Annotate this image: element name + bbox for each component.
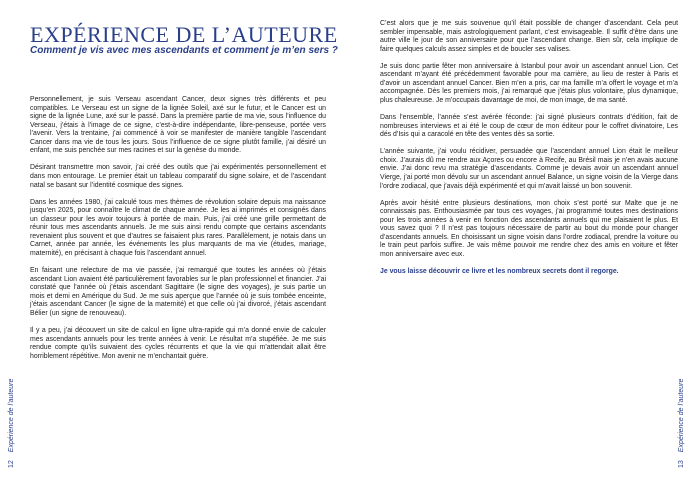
running-footer-right [678,379,685,468]
closing-line: Je vous laisse découvrir ce livre et les nombreux secrets dont il regorge. [380,268,619,276]
right-page [350,0,700,490]
page-number: 12 [8,460,15,468]
side-label-text: Expérience de l’auteure [8,378,15,453]
page-number: 13 [678,460,685,468]
left-text-column [30,96,326,370]
paragraph: Il y a peu, j’ai découvert un site de calcul en ligne ultra-rapide qui m’a donné envie de calculer mes ascendants annuels pour les trente années à venir. Le résultat m’a stupéfiée. Je me suis rendue compte qu’ils suivaient des cycles récurrents et que la vie qui m’attendait allait être horriblement répétitive. Mon avenir ne m’enchantait guère. [30,326,326,360]
paragraph: Dans les années 1980, j’ai calculé tous mes thèmes de révolution solaire depuis ma naissance jusqu’en 2025, pour connaître le climat de chaque année. Je les ai imprimés et consignés dans un classeur pour les avoir toujours à portée de main. Puis, j’ai créé une grille permettant de réunir tous mes ascendants annuels. Je me suis ainsi rendu compte que certains ascendants revenaient plus souvent et que d’autres se faisaient plus rares. Parallèlement, je notais dans un Carnet, année par année, les événements les plus marquants de ma vie (études, mariage, maternité), en précisant à chaque fois l’ascendant annuel. [30,198,326,257]
paragraph: Après avoir hésité entre plusieurs destinations, mon choix s’est porté sur Malte que je ne connaissais pas. Enthousiasmée par tous ces voyages, j’ai programmé toutes mes destinations pour les trois années à venir en fonction des ascendants annuels qui me plaisaient le plus. Et vous savez quoi ? Il n’est pas toujours nécessaire de partir au bout du monde pour changer d’ascendants annuels. En choisissant un signe voisin dans l’ordre zodiacal, prendre la voiture ou le train peut parfois suffire. Je vais même pouvoir me rendre chez des amis en voiture et fêter mon anniversaire avec eux. [380,199,678,258]
chapter-subtitle: Comment je vis avec mes ascendants et comment je m’en sers ? [30,45,338,56]
running-footer-left [8,379,15,468]
paragraph: En faisant une relecture de ma vie passée, j’ai remarqué que toutes les années où j’étais ascendant Lion avaient été particulièrement favorables sur le plan professionnel et financier. J’ai constaté que l’année où j’étais ascendant Sagittaire (le signe des voyages), je suis partie un mois et demi en Amérique du Sud. Je me suis aperçue que l’année où je suis tombée enceinte, j’étais ascendant Cancer (le signe de la maternité) et que celle où j’ai divorcé, j’étais ascendant Bélier (un signe de renouveau). [30,267,326,317]
paragraph: Dans l’ensemble, l’année s’est avérée féconde: j’ai signé plusieurs contrats d’édition, fait de nombreuses interviews et ai été le coup de cœur de mon éditeur pour le coffret divinatoire, Les dés d’Isis qui a caracolé en tête des ventes dès sa sortie. [380,114,678,139]
right-text-column [380,20,678,285]
side-label-text: Expérience de l’auteure [678,378,685,453]
paragraph: Désirant transmettre mon savoir, j’ai créé des outils que j’ai expérimentés personnellement et dans mon entourage. Le premier était un tableau comparatif du signe solaire, et de l’ascendant natal se basant sur l’identité cosmique des signes. [30,164,326,189]
paragraph: L’année suivante, j’ai voulu récidiver, persuadée que l’ascendant annuel Lion était le meilleur choix. J’aurais dû me rendre aux Açores ou encore à Recife, au Brésil mais je n’en avais aucune envie. J’ai donc revu ma stratégie d’ascendants. Comme je devais avoir un ascendant annuel Vierge, j’ai porté mon dévolu sur un ascendant annuel Balance, un signe voisin de la Vierge dans l’ordre zodiacal, que j’avais déjà expérimenté et qui m’avait laissé un bon souvenir. [380,148,678,190]
paragraph: C’est alors que je me suis souvenue qu’il était possible de changer d’ascendant. Cela peut sembler impensable, mais astrologiquement parlant, c’est envisageable. Il suffit d’être dans une autre ville le jour de son anniversaire pour que l’ascendant change. Bien sûr, cela implique de faire quelques calculs assez simples et de boucler ses valises. [380,20,678,53]
chapter-title: EXPÉRIENCE DE L’AUTEURE [30,22,338,47]
paragraph: Personnellement, je suis Verseau ascendant Cancer, deux signes très différents et peu compatibles. Le Verseau est un signe de la lignée Soleil, axé sur le futur, et le Cancer est un signe de la lignée Lune, axé sur le passé. Dans la première partie de ma vie, sous l’influence du Verseau, j’étais à l’image de ce signe, c’est-à-dire indépendante, libre-penseuse, portée vers l’avenir. Vers la trentaine, j’ai commencé à voir se manifester de manière tangible l’ascendant Cancer dans ma vie de tous les jours. Sous l’influence de ce signe plutôt famille, j’ai désiré un enfant, me suis penchée sur mes racines et sur la genèse du monde. [30,96,326,155]
paragraph: Je suis donc partie fêter mon anniversaire à Istanbul pour avoir un ascendant annuel Lion. Cet ascendant m’ayant été précédemment favorable pour ma carrière, au lieu de rester à Paris et d’avoir un ascendant annuel Cancer. Bien m’en a pris, car ma famille m’a offert le voyage et m’a accompagnée. Dès les premiers mois, j’ai remarqué que j’étais plus volontaire, plus dynamique, plus chaleureuse. Je m’occupais davantage de moi, de mon image, de ma santé. [380,62,678,104]
